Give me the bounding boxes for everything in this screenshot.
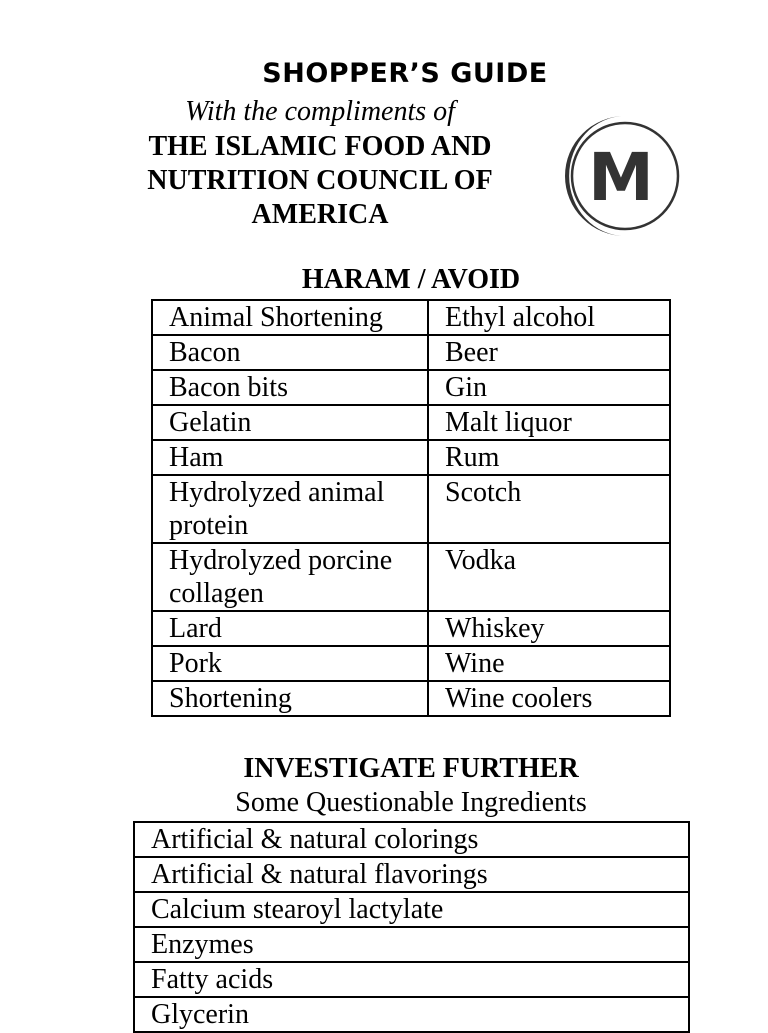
table-row [152,475,670,543]
haram-drink-cell: Rum [428,440,670,475]
table-row [152,405,670,440]
table-row [134,822,689,857]
haram-drink-cell: Wine coolers [428,681,670,716]
haram-food-cell: Animal Shortening [152,300,428,335]
ingredient-cell: Artificial & natural colorings [134,822,689,857]
organization-line-2: NUTRITION COUNCIL OF [147,165,493,196]
table-row [152,646,670,681]
haram-drink-cell: Ethyl alcohol [428,300,670,335]
table-row [152,611,670,646]
ingredient-cell: Glycerin [134,997,689,1032]
haram-food-cell: Hydrolyzed animal protein [152,475,428,543]
table-row [152,681,670,716]
haram-drink-cell: Gin [428,370,670,405]
haram-drink-cell: Beer [428,335,670,370]
organization-line-1: THE ISLAMIC FOOD AND [148,131,492,162]
investigate-table [133,821,690,1033]
investigate-heading: INVESTIGATE FURTHER [243,753,579,784]
haram-drink-cell: Wine [428,646,670,681]
haram-drink-cell: Malt liquor [428,405,670,440]
table-row [152,300,670,335]
page-title: SHOPPER’S GUIDE [262,58,548,89]
organization-name [120,130,520,232]
ingredient-cell: Enzymes [134,927,689,962]
investigate-subheading: Some Questionable Ingredients [235,787,587,818]
organization-line-3: AMERICA [251,199,389,230]
ingredient-cell: Calcium stearoyl lactylate [134,892,689,927]
logo-letter: M [588,139,654,216]
haram-drink-cell: Scotch [428,475,670,543]
haram-food-cell: Ham [152,440,428,475]
haram-table [151,299,671,717]
table-row [152,440,670,475]
haram-food-cell: Shortening [152,681,428,716]
haram-drink-cell: Whiskey [428,611,670,646]
haram-food-cell: Lard [152,611,428,646]
ingredient-cell: Fatty acids [134,962,689,997]
table-row [152,370,670,405]
table-row [152,543,670,611]
table-row [134,892,689,927]
haram-food-cell: Bacon bits [152,370,428,405]
haram-food-cell: Gelatin [152,405,428,440]
ingredient-cell: Artificial & natural flavorings [134,857,689,892]
haram-food-cell: Bacon [152,335,428,370]
compliments-line: With the compliments of [185,96,455,127]
table-row [134,927,689,962]
haram-food-cell: Pork [152,646,428,681]
haram-heading: HARAM / AVOID [301,264,521,295]
haram-drink-cell: Vodka [428,543,670,611]
table-row [134,962,689,997]
haram-food-cell: Hydrolyzed porcine collagen [152,543,428,611]
crescent-m-logo [555,110,685,240]
table-row [134,997,689,1032]
table-row [134,857,689,892]
table-row [152,335,670,370]
